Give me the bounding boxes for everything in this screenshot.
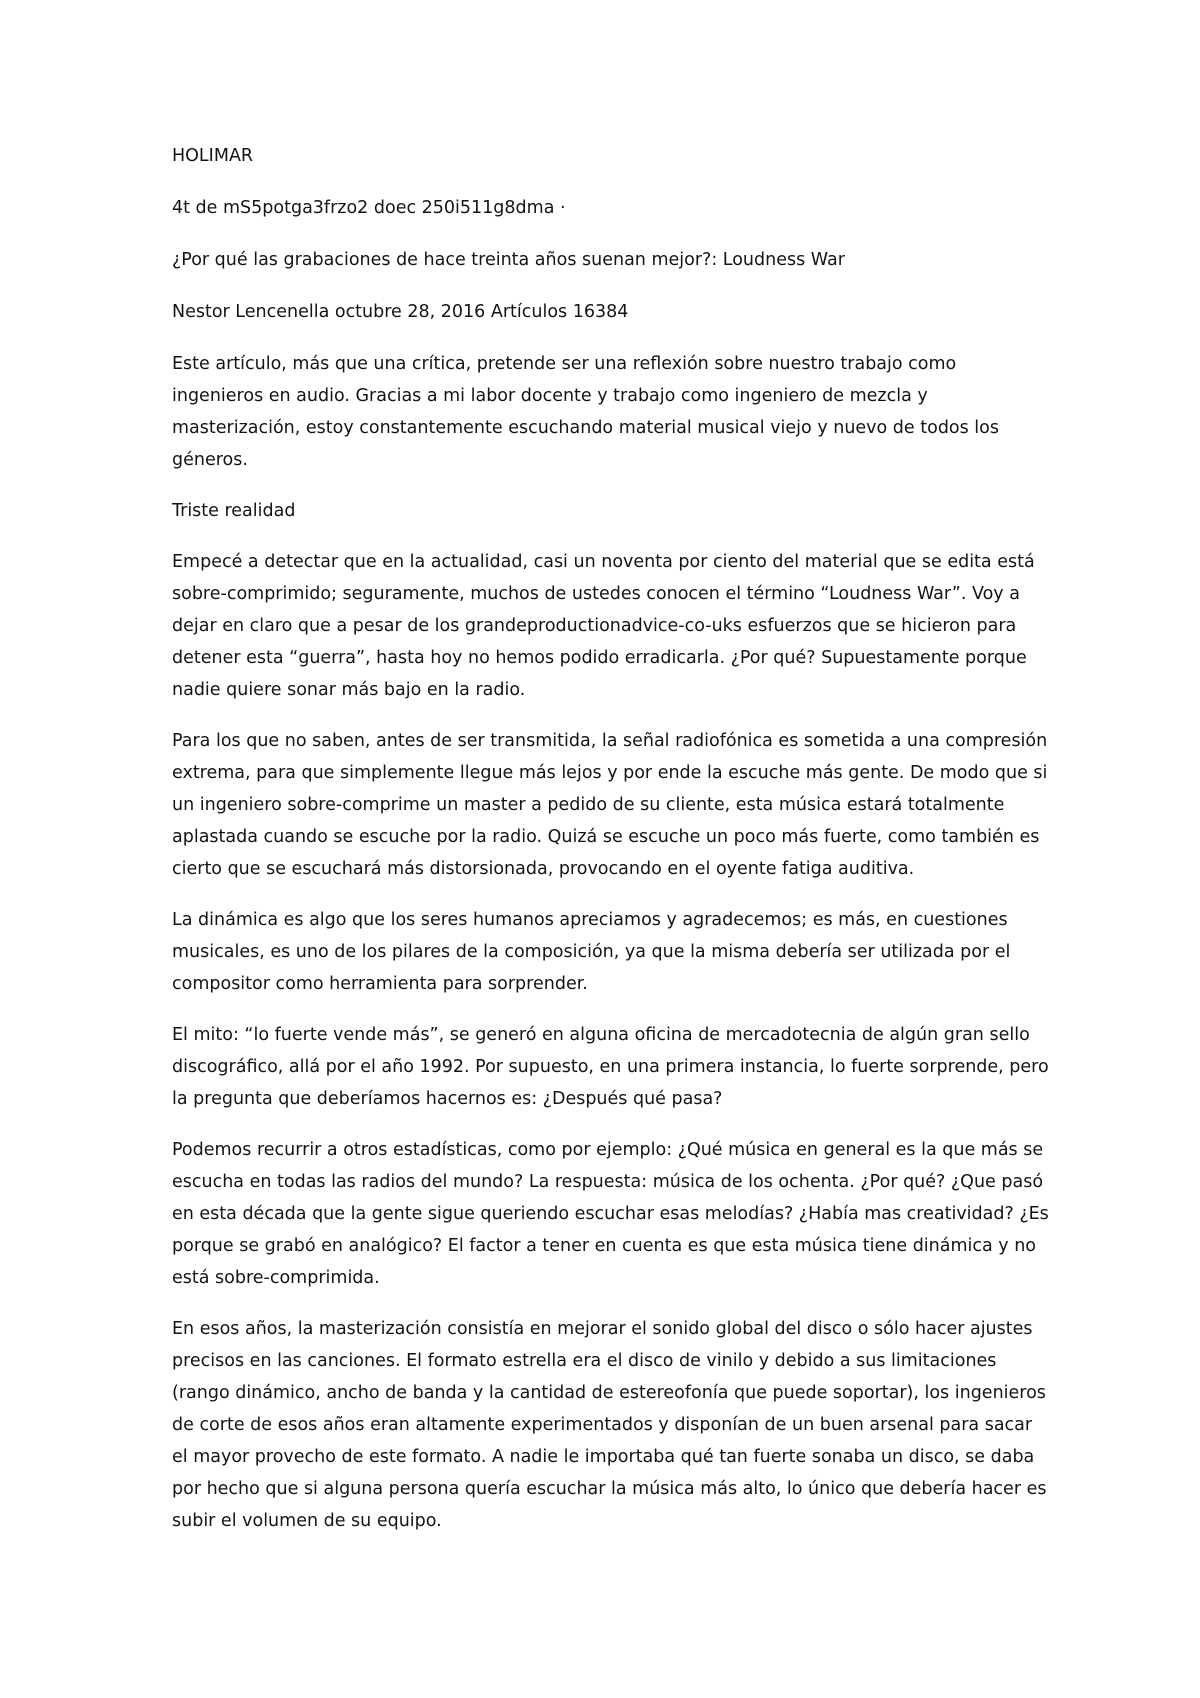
paragraph: Empecé a detectar que en la actualidad, casi un noventa por ciento del material que se edita está sobre-comprimido; seguramente, muchos de ustedes conocen el término “Loudness War”. Voy a dejar en claro que a pesar de los grandeproductionadvice-co-uks esfuerzos que se hicieron para detener esta “guerra”, hasta hoy no hemos podido erradicarla. ¿Por qué? Supuestamente porque nadie quiere sonar más bajo en la radio. xyxy=(172,552,1035,700)
paragraph-intro: Este artículo, más que una crítica, pretende ser una reflexión sobre nuestro trabajo como ingenieros en audio. Gracias a mi labor docente y trabajo como ingeniero de mezcla y masterización, estoy constantemente escuchando material musical viejo y nuevo de todos los géneros. xyxy=(172,354,999,470)
section-heading: Triste realidad xyxy=(172,501,296,521)
paragraph: El mito: “lo fuerte vende más”, se generó en alguna oficina de mercadotecnia de algún gran sello discográfico, allá por el año 1992. Por supuesto, en una primera instancia, lo fuerte sorprende, pero la pregunta que deberíamos hacernos es: ¿Después qué pasa? xyxy=(172,1025,1049,1109)
paragraph: En esos años, la masterización consistía en mejorar el sonido global del disco o sólo hacer ajustes precisos en las canciones. El formato estrella era el disco de vinilo y debido a sus limitaciones (rango dinámico, ancho de banda y la cantidad de estereofonía que puede soportar), los ingenieros de corte de esos años eran altamente experimentados y disponían de un buen arsenal para sacar el mayor provecho de este formato. A nadie le importaba qué tan fuerte sonaba un disco, se daba por hecho que si alguna persona quería escuchar la música más alto, lo único que debería hacer es subir el volumen de su equipo. xyxy=(172,1319,1047,1531)
paragraph: La dinámica es algo que los seres humanos apreciamos y agradecemos; es más, en cuestiones musicales, es uno de los pilares de la composición, ya que la misma debería ser utilizada por el compositor como herramienta para sorprender. xyxy=(172,910,1011,994)
site-name: HOLIMAR xyxy=(172,146,254,166)
code-line: 4t de mS5potga3frzo2 doec 250i511g8dma · xyxy=(172,198,566,218)
article-byline: Nestor Lencenella octubre 28, 2016 Artículos 16384 xyxy=(172,302,629,322)
document-page xyxy=(172,140,1052,1556)
article-title: ¿Por qué las grabaciones de hace treinta años suenan mejor?: Loudness War xyxy=(172,250,845,270)
paragraph: Para los que no saben, antes de ser transmitida, la señal radiofónica es sometida a una compresión extrema, para que simplemente llegue más lejos y por ende la escuche más gente. De modo que si un ingeniero sobre-comprime un master a pedido de su cliente, esta música estará totalmente aplastada cuando se escuche por la radio. Quizá se escuche un poco más fuerte, como también es cierto que se escuchará más distorsionada, provocando en el oyente fatiga auditiva. xyxy=(172,731,1048,879)
paragraph: Podemos recurrir a otros estadísticas, como por ejemplo: ¿Qué música en general es la que más se escucha en todas las radios del mundo? La respuesta: música de los ochenta. ¿Por qué? ¿Que pasó en esta década que la gente sigue queriendo escuchar esas melodías? ¿Había mas creatividad? ¿Es porque se grabó en analógico? El factor a tener en cuenta es que esta música tiene dinámica y no está sobre-comprimida. xyxy=(172,1140,1049,1288)
